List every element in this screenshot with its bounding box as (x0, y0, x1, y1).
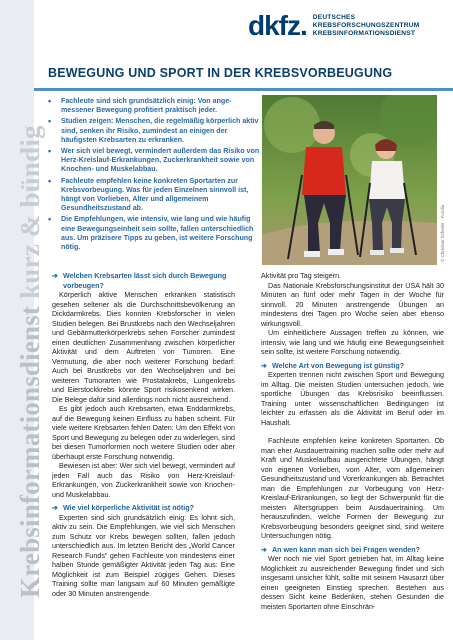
photo-illustration (262, 95, 437, 265)
logo-mark: dkfz. (248, 10, 307, 41)
walking-couple-photo (262, 95, 437, 265)
sidebar-band (0, 0, 45, 640)
paragraph: Fachleute empfehlen keine konkreten Sportarten. Ob man eher Ausdauertraining machen sollte oder mehr auf Kraft und Muskelaufbau ausgerichtete Übungen, hängt von eigenen Vorlieben, vom Alter, vom allgemeinen Gesundheitszustand und Vorerkrankungen ab. Betrachtet man die Empfehlungen zur Vorbeugung von Herz-Kreislauf-Erkrankungen, so liegt der Schwerpunkt für die meisten Altersgruppen beim Ausdauertraining. Um herauszufinden, welche Formen der Bewegung zur Krebsvorbeugung besonders geeignet sind, sind weitere Untersuchungen nötig. (261, 437, 444, 540)
summary-item: • Fachleute sind sich grundsätzlich einig: Von angemessener Bewegung profitiert praktisch jeder. (48, 96, 232, 115)
arrow-right-icon: ➔ (261, 545, 267, 554)
paragraph: Wer noch nie viel Sport getrieben hat, im Alltag keine Möglichkeit zu ausreichender Bewegung findet und sich insgesamt unsicher fühlt, sollte mit seinem Hausarzt über einen geeigneten Einstieg sprechen. Bestehen aus dessen Sicht keine Bedenken, stehen Gesunden die meisten Sportarten ohne Einschrän- (261, 555, 444, 611)
bullet-icon: • (48, 96, 52, 106)
bullet-icon: • (48, 116, 52, 127)
paragraph: Um einheitlichere Aussagen treffen zu können, wie intensiv, wie lang und wie häufig eine Bewegungseinheit sein sollte, ist weitere Forschung notwendig. (261, 329, 444, 356)
bullet-icon: • (48, 146, 52, 157)
photo-credit: © Christian Schwier - Fotolia (440, 204, 445, 262)
text-column-right (261, 272, 444, 612)
summary-item: • Die Empfehlungen, wie intensiv, wie lang und wie häufig eine Bewegungseinheit sein sollte, fallen unterschiedlich aus. Um präzisere Tipps zu geben, ist weitere Forschung nötig. (48, 214, 254, 252)
paragraph: Experten sind sich grundsätzlich einig: Es lohnt sich, aktiv zu sein. Die Empfehlungen, wie viel sich Menschen zum Schutz vor Krebs bewegen sollten, fallen jedoch unterschiedlich aus. Im letzten Bericht des „World Cancer Research Funds“ gehen Fachleute von mindestens einer halben Stunde gemäßigter Aktivität jeden Tag aus: Eine Möglichkeit ist zum Beispiel zügiges Gehen. Dieses Training sollte man langsam auf 60 Minuten gemäßigte oder 30 Minuten anstrengende (52, 513, 235, 598)
question-heading: ➔ Welchen Krebsarten lässt sich durch Bewegung vorbeugen? (52, 272, 227, 290)
logo-text: DEUTSCHES KREBSFORSCHUNGSZENTRUM KREBSINFORMATIONSDIENST (312, 14, 420, 37)
paragraph: Es gibt jedoch auch Krebsarten, etwa Enddarmkrebs, auf die Bewegung keinen Einfluss zu haben scheint. Für viele weitere Krebsarten fehlen Daten: Um den Effekt von Sport und Bewegung zu belegen oder zu widerlegen, sind bei diesen Tumorformen noch weitere Studien oder aber überhaupt erste Forschung notwendig. (52, 405, 236, 461)
text-column-left (52, 272, 235, 599)
paragraph: Bewiesen ist aber: Wer sich viel bewegt, vermindert auf jeden Fall auch das Risiko von Herz-Kreislauf-Erkrankungen, von Zuckerkrankheit sowie von Knochen- und Muskelabbau. (52, 462, 235, 499)
arrow-right-icon: ➔ (261, 361, 267, 370)
summary-item: • Studien zeigen: Menschen, die regelmäßig körperlich aktiv sind, senken ihr Risiko, zumindest an einigen der häufigsten Krebsarten zu erkranken. (48, 116, 259, 144)
question-heading: ➔ Welche Art von Bewegung ist günstig? (261, 361, 405, 370)
dkfz-logo (248, 12, 419, 40)
arrow-right-icon: ➔ (52, 504, 58, 512)
sidebar-vertical-label: Krebsinformationsdienst kurz & bündig (15, 125, 45, 598)
title-rule (34, 88, 453, 91)
bullet-icon: • (48, 214, 52, 225)
bullet-icon: • (48, 175, 52, 186)
summary-list (48, 97, 260, 254)
question-heading: ➔ An wen kann man sich bei Fragen wenden? (261, 545, 420, 554)
paragraph: Experten trennen nicht zwischen Sport und Bewegung im Alltag. Die meisten Studien untersuchen jedoch, wie sportliche Übungen das Krebsrisiko beeinflussen. Training unter wissenschaftlichen Bedingungen ist leichter zu erfassen als die Aktivität im Beruf oder im Haushalt. (261, 371, 444, 427)
paragraph: Körperlich aktive Menschen erkranken statistisch gesehen seltener als die Durchschnittsbevölkerung an Dickdarmkrebs. Dies konnten Krebsforscher in vielen Studien belegen. Bei Brustkrebs nach den Wechseljahren und Gebärmutterkörperkrebs sehen Forscher zumindest einen deutlichen Zusammenhang zwischen körperlicher Aktivität und dem Auftreten von Tumoren. Eine Vermutung, die aber noch weiterer Forschung bedarf: Auch bei Brustkrebs vor den Wechseljahren und bei weiteren Tumorarten wie Prostatakrebs, Lungenkrebs und Eierstockkrebs könnte Sport risikosenkend wirken. Die Belege dafür sind allerdings noch nicht ausreichend. (52, 291, 235, 404)
question-heading: ➔ Wie viel körperliche Aktivität ist nötig? (52, 504, 195, 512)
summary-item: • Wer sich viel bewegt, vermindert außerdem das Risiko von Herz-Kreislauf-Erkrankungen, Zuckerkrankheit sowie von Knochen- und Muskelabbau. (48, 146, 260, 174)
arrow-right-icon: ➔ (52, 272, 58, 280)
paragraph: Aktivität pro Tag steigern. (261, 272, 342, 280)
paragraph: Das Nationale Krebsforschungsinstitut der USA hält 30 Minuten an fünf oder mehr Tagen in der Woche für sinnvoll. 20 Minuten anstrengende Übungen an mindestens drei Tagen pro Woche seien aber ebenso wirkungsvoll. (261, 281, 444, 328)
summary-item: • Fachleute empfehlen keine konkreten Sportarten zur Krebsvorbeugung. Was für jeden Einzelnen sinnvoll ist, hängt von Vorlieben, Alter und allgemeinem Gesundheitszustand ab. (48, 175, 249, 213)
page-title: BEWEGUNG UND SPORT IN DER KREBSVORBEUGUNG (48, 66, 393, 80)
